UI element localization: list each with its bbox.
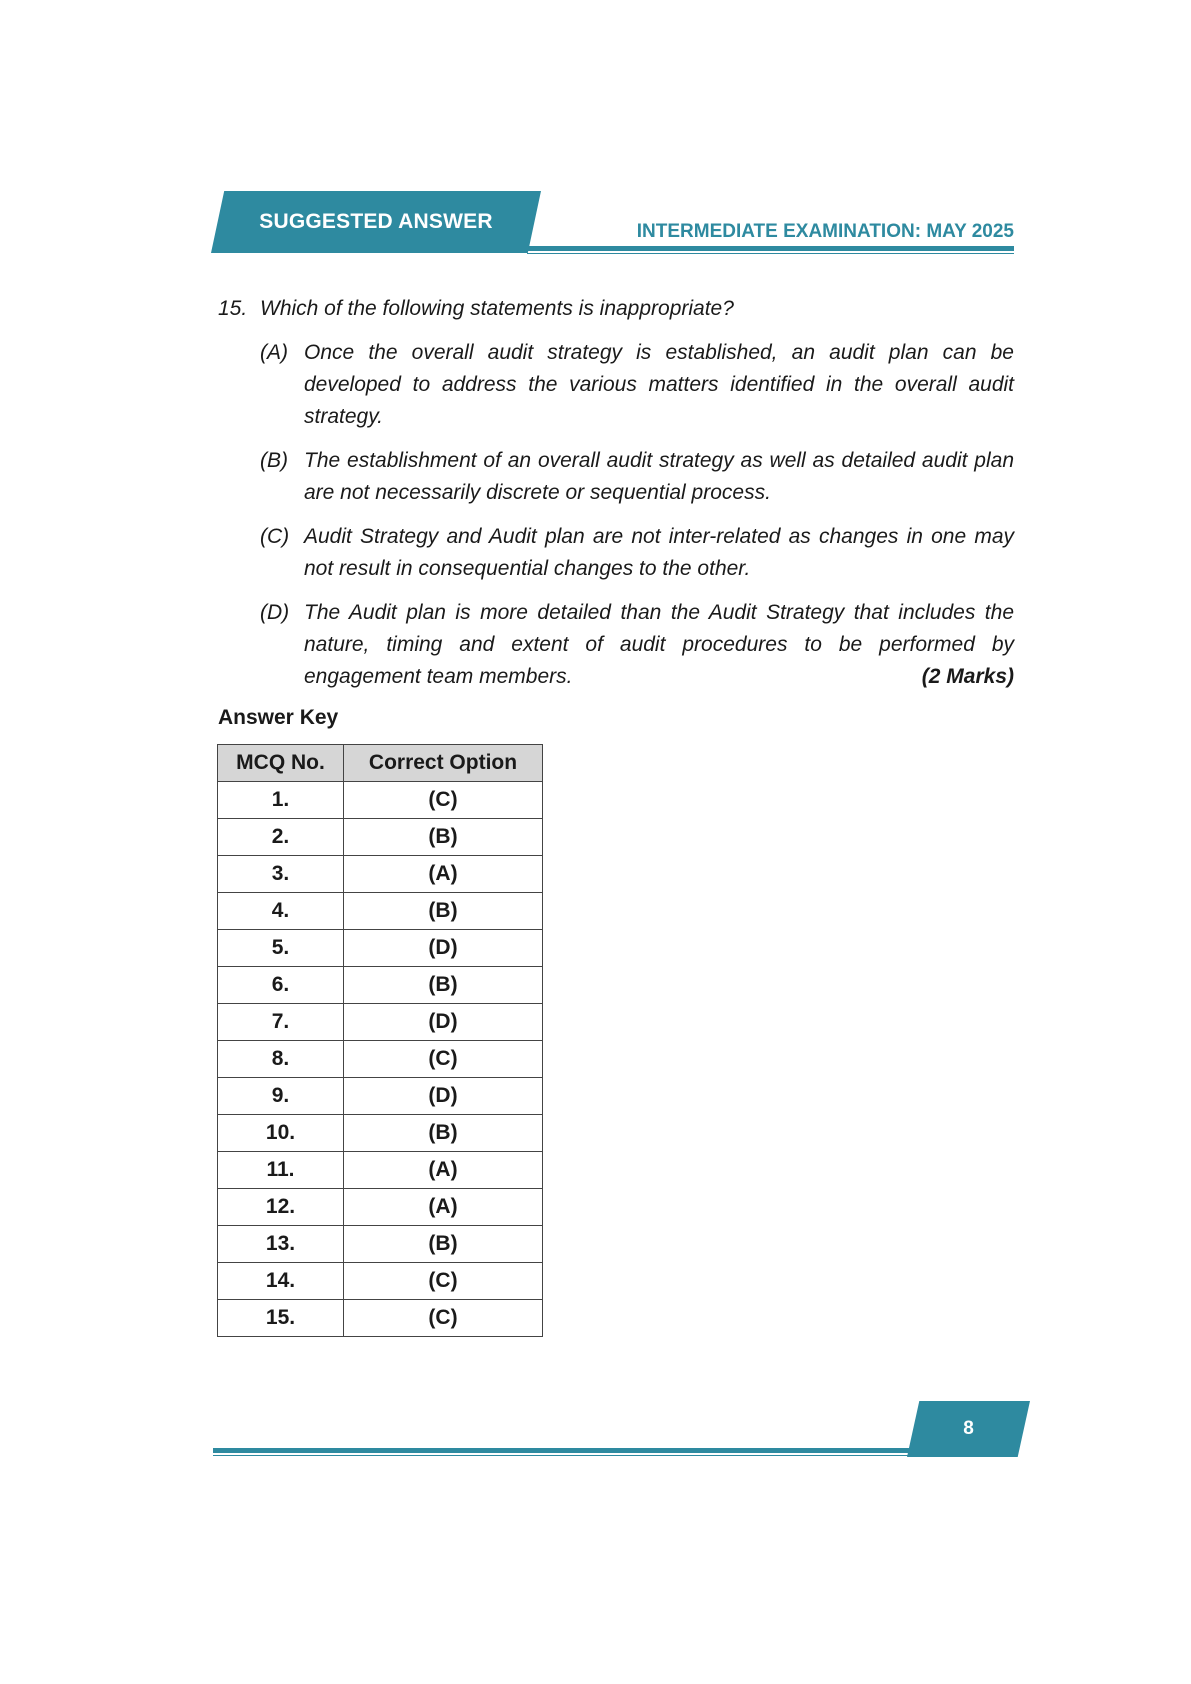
question-stem <box>218 293 1014 325</box>
option-text: Audit Strategy and Audit plan are not inter-related as changes in one may not result in consequential changes to the other. <box>304 525 1014 580</box>
option-d <box>260 597 1014 693</box>
mcq-number: 11. <box>218 1152 344 1189</box>
header-tab-label: SUGGESTED ANSWER <box>259 210 493 233</box>
correct-option: (C) <box>344 1300 543 1337</box>
option-c <box>260 521 1014 585</box>
correct-option: (D) <box>344 1004 543 1041</box>
correct-option: (C) <box>344 1263 543 1300</box>
mcq-number: 1. <box>218 782 344 819</box>
correct-option: (B) <box>344 819 543 856</box>
table-row <box>218 930 543 967</box>
header-rule-thin <box>527 253 1014 254</box>
option-d-text: The Audit plan is more detailed than the Audit Strategy that includes the nature, timing and extent of audit procedures to be performed by engagement team members. <box>304 601 1014 688</box>
table-row <box>218 782 543 819</box>
question-number: 15. <box>218 297 248 320</box>
table-row <box>218 1078 543 1115</box>
mcq-number: 14. <box>218 1263 344 1300</box>
marks-label: (2 Marks) <box>921 665 1014 688</box>
mcq-number: 10. <box>218 1115 344 1152</box>
header-rule <box>527 246 1014 251</box>
correct-option: (B) <box>344 967 543 1004</box>
correct-option: (A) <box>344 1152 543 1189</box>
answer-key-table <box>217 744 543 1337</box>
mcq-number: 7. <box>218 1004 344 1041</box>
table-row <box>218 1152 543 1189</box>
option-label: (B) <box>260 449 288 472</box>
mcq-number: 2. <box>218 819 344 856</box>
table-row <box>218 819 543 856</box>
mcq-number: 12. <box>218 1189 344 1226</box>
correct-option: (D) <box>344 1078 543 1115</box>
mcq-number: 9. <box>218 1078 344 1115</box>
correct-option: (C) <box>344 782 543 819</box>
option-label: (D) <box>260 601 290 624</box>
mcq-number: 5. <box>218 930 344 967</box>
option-label: (C) <box>260 525 290 548</box>
mcq-number: 13. <box>218 1226 344 1263</box>
mcq-number: 8. <box>218 1041 344 1078</box>
option-text: Once the overall audit strategy is established, an audit plan can be developed to address the various matters identified in the overall audit strategy. <box>304 341 1014 428</box>
correct-option: (D) <box>344 930 543 967</box>
option-a <box>260 337 1014 433</box>
option-text <box>304 597 1014 693</box>
column-header-mcq-no: MCQ No. <box>218 745 344 782</box>
table-header-row <box>218 745 543 782</box>
table-row <box>218 1263 543 1300</box>
question-15 <box>218 293 1014 693</box>
footer-rule <box>213 1448 914 1453</box>
option-b <box>260 445 1014 509</box>
table-row <box>218 1041 543 1078</box>
correct-option: (B) <box>344 1115 543 1152</box>
correct-option: (A) <box>344 1189 543 1226</box>
correct-option: (A) <box>344 856 543 893</box>
correct-option: (B) <box>344 1226 543 1263</box>
answer-key-heading: Answer Key <box>218 706 339 729</box>
table-row <box>218 1300 543 1337</box>
table-row <box>218 967 543 1004</box>
correct-option: (C) <box>344 1041 543 1078</box>
table-row <box>218 1004 543 1041</box>
column-header-correct-option: Correct Option <box>344 745 543 782</box>
option-text: The establishment of an overall audit strategy as well as detailed audit plan are not necessarily discrete or sequential process. <box>304 449 1014 504</box>
table-row <box>218 893 543 930</box>
question-text: Which of the following statements is inappropriate? <box>260 297 734 320</box>
footer-rule-thin <box>213 1455 1014 1456</box>
table-row <box>218 1115 543 1152</box>
correct-option: (B) <box>344 893 543 930</box>
option-label: (A) <box>260 341 288 364</box>
table-row <box>218 856 543 893</box>
table-row <box>218 1189 543 1226</box>
exam-title: INTERMEDIATE EXAMINATION: MAY 2025 <box>636 221 1014 242</box>
mcq-number: 15. <box>218 1300 344 1337</box>
table-row <box>218 1226 543 1263</box>
mcq-number: 6. <box>218 967 344 1004</box>
mcq-number: 4. <box>218 893 344 930</box>
mcq-number: 3. <box>218 856 344 893</box>
page-number: 8 <box>963 1418 974 1439</box>
